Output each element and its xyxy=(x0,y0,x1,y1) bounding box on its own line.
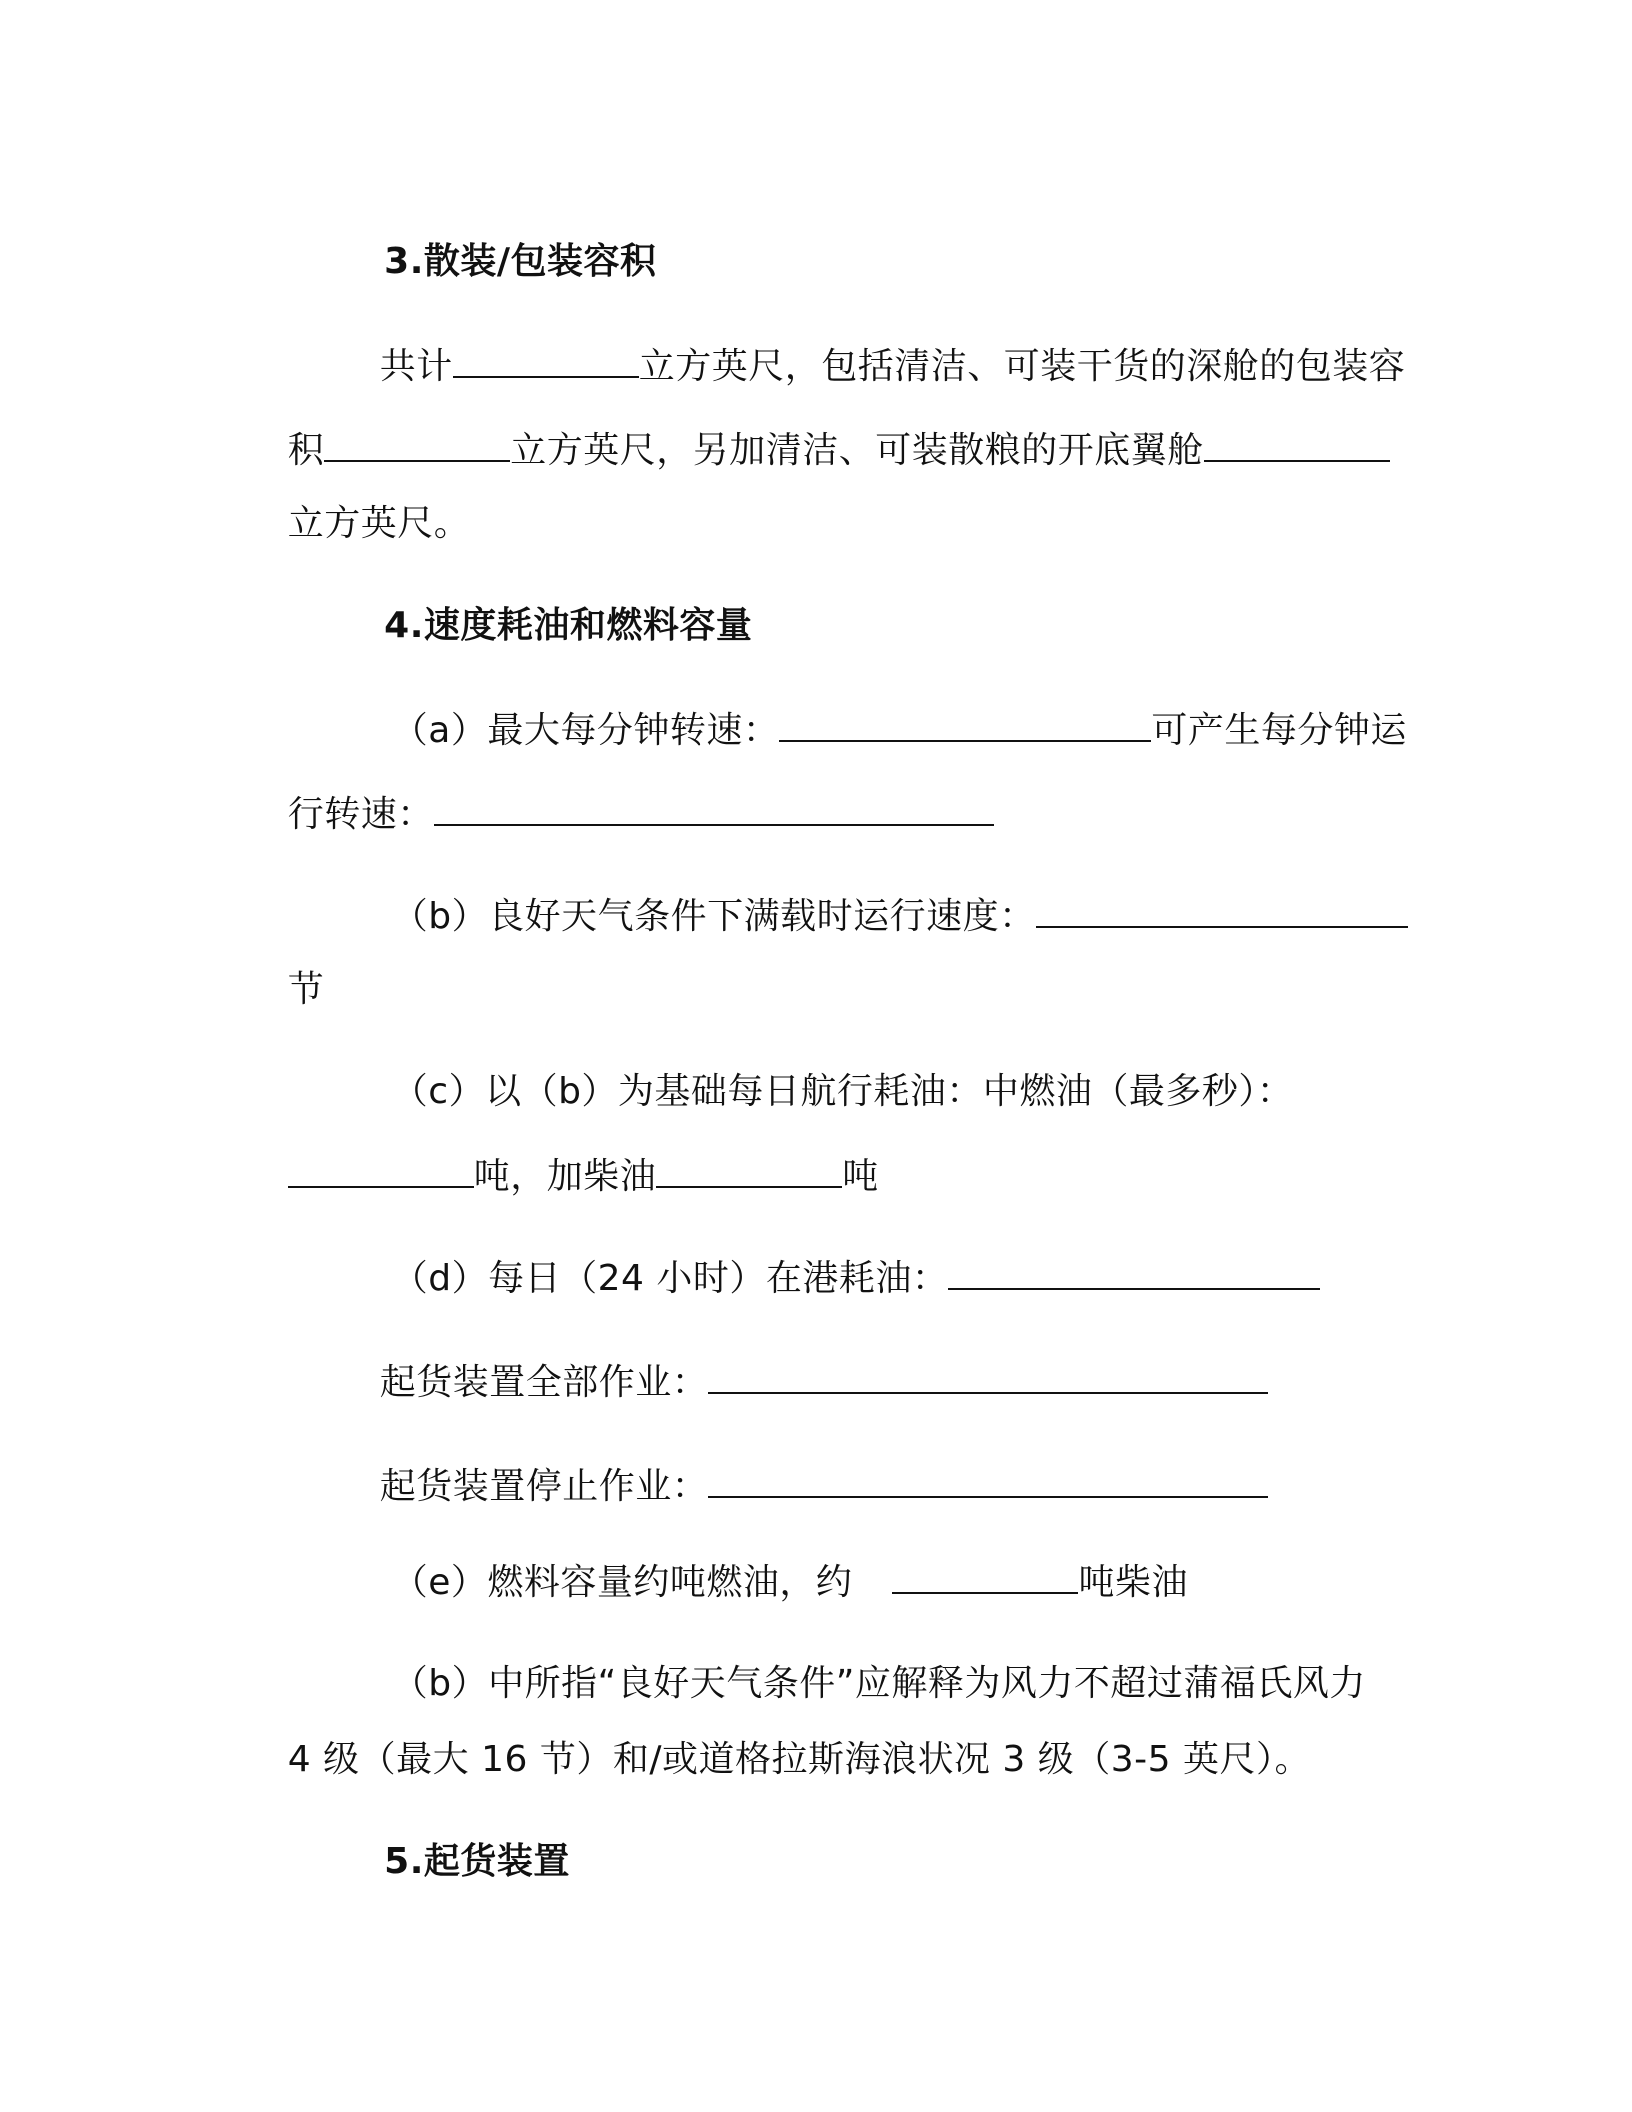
section-3-paragraph-line-2: 积 立方英尺，另加清洁、可装散粮的开底翼舱 xyxy=(240,378,1390,523)
diesel-consumption-blank[interactable] xyxy=(656,1152,842,1188)
crane-stopped-blank[interactable] xyxy=(708,1462,1268,1498)
fuel-oil-consumption-blank[interactable] xyxy=(288,1152,474,1188)
item-c-line-2: 吨，加柴油 吨 xyxy=(240,1104,879,1249)
wing-tank-volume-blank[interactable] xyxy=(1204,426,1390,462)
total-volume-blank[interactable] xyxy=(453,342,639,378)
item-e-line: （e）燃料容量约吨燃油，约 吨柴油 xyxy=(344,1510,1188,1655)
item-b-line-2: 节 xyxy=(287,969,325,1010)
note-line-2: 4 级（最大 16 节）和/或道格拉斯海浪状况 3 级（3-5 英尺）。 xyxy=(287,1739,1311,1780)
item-c-line-1: （c）以（b）为基础每日航行耗油：中燃油（最多秒）： xyxy=(391,1071,1294,1112)
section-3-paragraph-line-1: 共计 立方英尺，包括清洁、可装干货的深舱的包装容 xyxy=(332,294,1405,439)
operating-rpm-blank[interactable] xyxy=(434,790,994,826)
crane-full-operation-line: 起货装置全部作业： xyxy=(332,1310,1268,1455)
section-3-paragraph-line-3: 立方英尺。 xyxy=(287,503,471,544)
item-a-line-1: （a）最大每分钟转速： 可产生每分钟运 xyxy=(344,658,1407,803)
item-b-line-1: （b）良好天气条件下满载时运行速度： xyxy=(344,844,1408,989)
diesel-capacity-blank[interactable] xyxy=(892,1558,1078,1594)
item-d-line: （d）每日（24 小时）在港耗油： xyxy=(344,1206,1320,1351)
section-3-heading: 3.散装/包装容积 xyxy=(384,241,657,282)
section-4-heading: 4.速度耗油和燃料容量 xyxy=(384,605,753,646)
max-rpm-blank[interactable] xyxy=(779,706,1151,742)
laden-speed-blank[interactable] xyxy=(1036,892,1408,928)
item-a-line-2: 行转速： xyxy=(240,742,994,887)
note-line-1: （b）中所指“良好天气条件”应解释为风力不超过蒲福氏风力 xyxy=(391,1663,1366,1704)
section-5-heading: 5.起货装置 xyxy=(384,1841,570,1882)
crane-full-operation-blank[interactable] xyxy=(708,1358,1268,1394)
crane-stopped-line: 起货装置停止作业： xyxy=(332,1414,1268,1559)
port-consumption-blank[interactable] xyxy=(948,1254,1320,1290)
